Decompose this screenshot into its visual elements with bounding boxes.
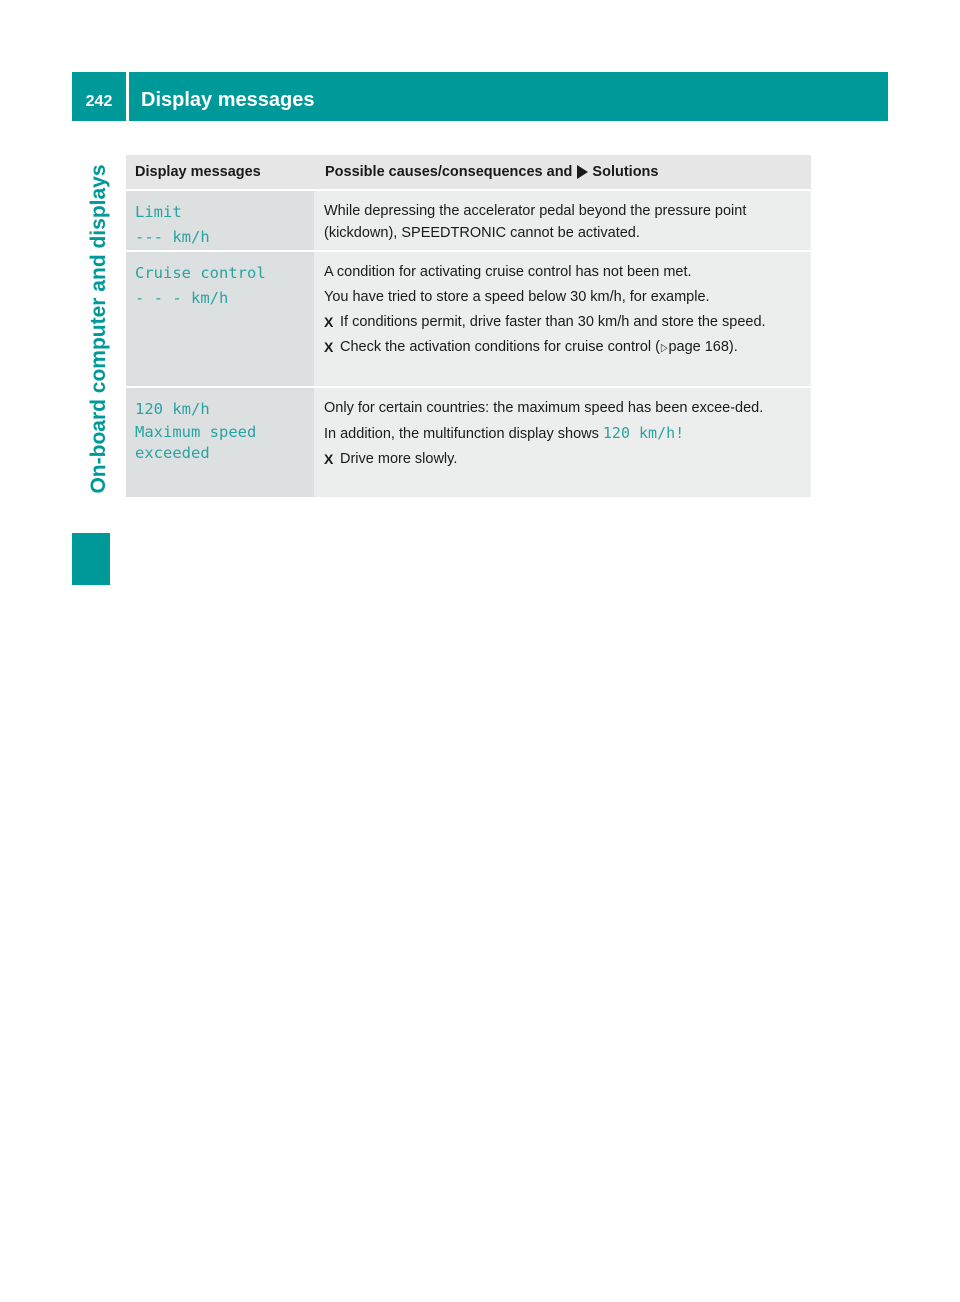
cause-text-part: In addition, the multifunction display shows — [324, 426, 599, 442]
causes-cell — [314, 388, 811, 497]
side-marker-block — [72, 533, 110, 585]
cause-text: While depressing the accelerator pedal beyond the pressure point (kickdown), SPEEDTRONIC cannot be activated. — [324, 203, 747, 241]
col-header-causes-text: Possible causes/consequences and — [325, 164, 573, 180]
side-section-label — [84, 125, 114, 533]
display-messages-table — [126, 155, 811, 499]
table-header-row — [126, 155, 811, 191]
solution-step — [324, 448, 803, 470]
display-message-line: --- km/h — [135, 228, 210, 246]
solution-step-text: Drive more slowly. — [340, 451, 458, 467]
table-row — [126, 388, 811, 499]
solution-arrow-icon — [577, 165, 588, 179]
page-header — [72, 72, 888, 121]
table-row — [126, 191, 811, 252]
solution-step — [324, 311, 803, 333]
display-message-cell — [126, 388, 314, 497]
header-divider — [126, 72, 129, 121]
page-reference-icon: ▷ — [660, 342, 668, 354]
cause-text: A condition for activating cruise control has not been met. — [324, 264, 692, 280]
table-row — [126, 252, 811, 388]
col-header-display-messages: Display messages — [135, 164, 261, 180]
cause-text — [324, 422, 803, 445]
solution-step-text: If conditions permit, drive faster than 30 km/h and store the speed. — [340, 314, 766, 330]
col-header-solutions-text: Solutions — [592, 164, 659, 180]
display-message-cell — [126, 191, 314, 250]
display-message-line: Cruise control — [135, 264, 266, 282]
display-message-line: exceeded — [135, 444, 210, 462]
solution-step-text: Check the activation conditions for cruise control ( — [340, 339, 660, 355]
step-marker-icon: X — [324, 339, 334, 355]
display-message-line: Maximum speed — [135, 423, 257, 441]
step-marker-icon: X — [324, 451, 334, 467]
page-title: Display messages — [141, 89, 315, 111]
causes-cell — [314, 252, 811, 386]
display-message-line: 120 km/h — [135, 400, 210, 418]
cause-text: You have tried to store a speed below 30 km/h, for example. — [324, 289, 710, 305]
side-section-text: On-board computer and displays — [87, 164, 110, 494]
cause-text: Only for certain countries: the maximum speed has been excee-ded. — [324, 400, 764, 416]
page-number: 242 — [85, 93, 113, 110]
step-marker-icon: X — [324, 314, 334, 330]
solution-step — [324, 336, 803, 359]
page-reference-link[interactable]: page 168). — [668, 339, 738, 355]
display-message-inline: 120 km/h! — [602, 424, 685, 442]
col-header-causes-solutions — [314, 155, 811, 189]
display-message-line: - - - km/h — [135, 289, 229, 307]
display-message-cell — [126, 252, 314, 386]
causes-cell — [314, 191, 811, 250]
display-message-line: Limit — [135, 203, 182, 221]
